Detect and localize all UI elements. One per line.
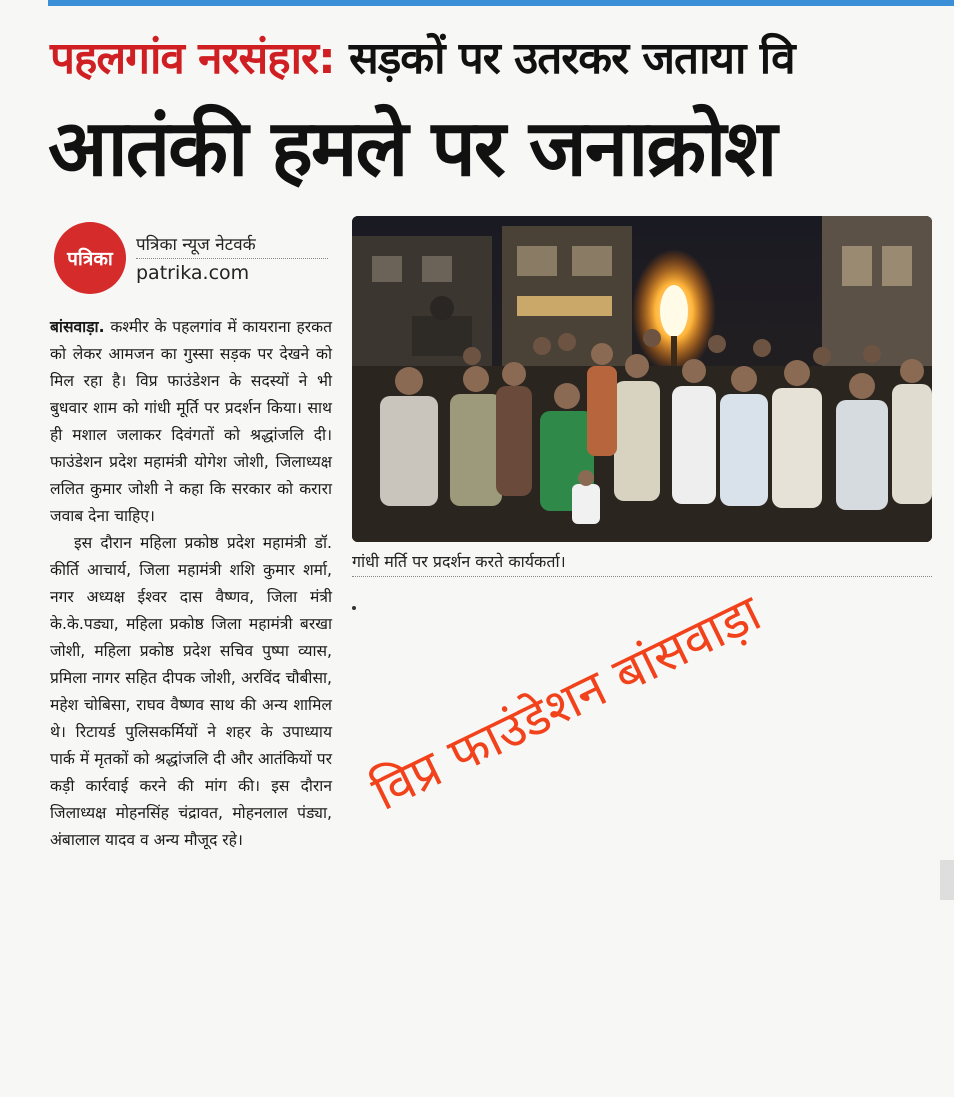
article-paragraph-2: इस दौरान महिला प्रकोष्ठ प्रदेश महामंत्री डॉ. कीर्ति आचार्य, जिला महामंत्री शशि कुमार शर्मा, नगर अध्यक्ष ईश्वर दास वैष्णव, जिला मंत्री के.के.पड्या, महिला प्रकोष्ठ जिला महामंत्री बरखा जोशी, महिला प्रकोष्ठ प्रदेश सचिव पुष्पा व्यास, प्रमिला नागर सहित दीपक जोशी, अरविंद चौबीसा, महेश चोबिसा, राघव वैष्णव साथ की अन्य शामिल थे। रिटायर्ड पुलिसकर्मियों ने शहर के उपाध्याय पार्क में मृतकों को श्रद्धांजलि दी और आतंकियों पर कड़ी कार्रवाई करने की मांग की। इस दौरान जिलाध्यक्ष मोहनसिंह चंद्रावत, मोहनलाल पंड्या, अंबालाल यादव व अन्य मौजूद रहे। [50, 534, 332, 849]
kicker-text: सड़कों पर उतरकर जताया वि [334, 33, 795, 84]
site-link: patrika.com [136, 262, 250, 284]
kicker-label: पहलगांव नरसंहार [50, 33, 319, 84]
bullet-dot [352, 606, 356, 610]
page-edge-shadow [940, 860, 954, 900]
logo-text: पत्रिका [67, 248, 113, 270]
patrika-logo [54, 222, 126, 294]
paragraph-1-text: कश्मीर के पहलगांव में कायराना हरकत को लेकर आमजन का गुस्सा सड़क पर देखने को मिल रहा है। विप्र फाउंडेशन के सदस्यों ने भी बुधवार शाम को गांधी मूर्ति पर प्रदर्शन किया। साथ ही मशाल जलाकर दिवंगतों को श्रद्धांजलि दी। फाउंडेशन प्रदेश महामंत्री योगेश जोशी, जिलाध्यक्ष ललित कुमार जोशी ने कहा कि सरकार को करारा जवाब देना चाहिए। [50, 318, 332, 525]
kicker-separator: : [318, 33, 335, 84]
news-network: पत्रिका न्यूज नेटवर्क [136, 235, 256, 255]
watermark-text: विप्र फाउंडेशन बांसवाड़ा [363, 583, 770, 822]
caption-divider [352, 576, 932, 577]
article-paragraph-1 [50, 314, 332, 530]
kicker-line [50, 26, 795, 86]
news-photo [352, 216, 932, 542]
article-body [50, 314, 332, 854]
top-rule [48, 0, 954, 6]
crowd-photo-illustration [352, 216, 932, 542]
dateline: बांसवाड़ा. [50, 318, 105, 336]
photo-caption: गांधी मर्ति पर प्रदर्शन करते कार्यकर्ता। [352, 552, 566, 571]
byline-divider [136, 258, 328, 259]
page-title: आतंकी हमले पर जनाक्रोश [48, 104, 776, 194]
